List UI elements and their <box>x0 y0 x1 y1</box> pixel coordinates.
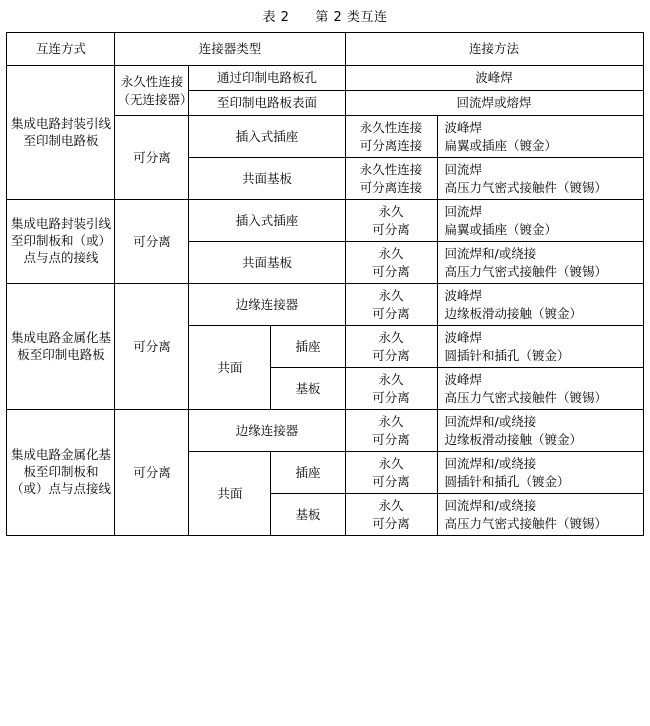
table-row <box>7 200 643 242</box>
connector-subtype-1-2: 至印制电路板表面 <box>189 91 345 116</box>
table-caption <box>0 0 650 32</box>
group-label-4: 集成电路金属化基板至印制板和（或）点与点接线 <box>7 410 115 536</box>
header-connector-type: 连接器类型 <box>115 33 345 66</box>
table-header-row <box>7 33 643 66</box>
connector-subtype-3-1: 边缘连接器 <box>189 284 345 326</box>
connection-method-4-1: 回流焊和/或绕接 边缘板滑动接触（镀金） <box>437 410 643 452</box>
connector-subtype-4-common: 共面 <box>189 452 271 536</box>
connection-method-2-1: 回流焊 扁翼或插座（镀金） <box>437 200 643 242</box>
header-interconnection-method: 互连方式 <box>7 33 115 66</box>
separability-1-4: 永久性连接 可分离连接 <box>345 158 437 200</box>
connector-type-1-2: 可分离 <box>115 116 189 200</box>
connector-type-4-1: 可分离 <box>115 410 189 536</box>
connection-method-1-3: 波峰焊 扁翼或插座（镀金） <box>437 116 643 158</box>
separability-1-3: 永久性连接 可分离连接 <box>345 116 437 158</box>
connector-type-1-1: 永久性连接 （无连接器） <box>115 66 189 116</box>
connection-method-2-2: 回流焊和/或绕接 高压力气密式接触件（镀锡） <box>437 242 643 284</box>
connection-method-4-2: 回流焊和/或绕接 圆插针和插孔（镀金） <box>437 452 643 494</box>
connector-subtype-2-1: 插入式插座 <box>189 200 345 242</box>
interconnection-table <box>6 32 643 536</box>
connector-subtype-3-common: 共面 <box>189 326 271 410</box>
table-row <box>7 66 643 91</box>
connection-method-3-2: 波峰焊 圆插针和插孔（镀金） <box>437 326 643 368</box>
separability-4-2: 永久 可分离 <box>345 452 437 494</box>
connection-method-4-3: 回流焊和/或绕接 高压力气密式接触件（镀锡） <box>437 494 643 536</box>
table-caption-label: 表 2 <box>262 10 290 25</box>
table-caption-title: 第 2 类互连 <box>315 10 388 25</box>
connection-method-1-2: 回流焊或熔焊 <box>345 91 643 116</box>
table-row <box>7 284 643 326</box>
connector-type-3-1: 可分离 <box>115 284 189 410</box>
connector-subtype-3-3: 基板 <box>271 368 345 410</box>
connector-type-2-1: 可分离 <box>115 200 189 284</box>
separability-2-1: 永久 可分离 <box>345 200 437 242</box>
connector-subtype-1-3: 插入式插座 <box>189 116 345 158</box>
separability-3-3: 永久 可分离 <box>345 368 437 410</box>
separability-3-2: 永久 可分离 <box>345 326 437 368</box>
connector-subtype-1-4: 共面基板 <box>189 158 345 200</box>
connector-subtype-2-2: 共面基板 <box>189 242 345 284</box>
connector-subtype-3-2: 插座 <box>271 326 345 368</box>
connection-method-3-1: 波峰焊 边缘板滑动接触（镀金） <box>437 284 643 326</box>
connector-subtype-4-3: 基板 <box>271 494 345 536</box>
separability-4-1: 永久 可分离 <box>345 410 437 452</box>
table-row <box>7 410 643 452</box>
separability-4-3: 永久 可分离 <box>345 494 437 536</box>
header-connection-method: 连接方法 <box>345 33 643 66</box>
connector-subtype-4-2: 插座 <box>271 452 345 494</box>
connector-subtype-1-1: 通过印制电路板孔 <box>189 66 345 91</box>
separability-2-2: 永久 可分离 <box>345 242 437 284</box>
connection-method-3-3: 波峰焊 高压力气密式接触件（镀锡） <box>437 368 643 410</box>
separability-3-1: 永久 可分离 <box>345 284 437 326</box>
group-label-3: 集成电路金属化基板至印制电路板 <box>7 284 115 410</box>
connection-method-1-1: 波峰焊 <box>345 66 643 91</box>
group-label-2: 集成电路封装引线至印制板和（或）点与点的接线 <box>7 200 115 284</box>
connector-subtype-4-1: 边缘连接器 <box>189 410 345 452</box>
group-label-1: 集成电路封装引线至印制电路板 <box>7 66 115 200</box>
connection-method-1-4: 回流焊 高压力气密式接触件（镀锡） <box>437 158 643 200</box>
